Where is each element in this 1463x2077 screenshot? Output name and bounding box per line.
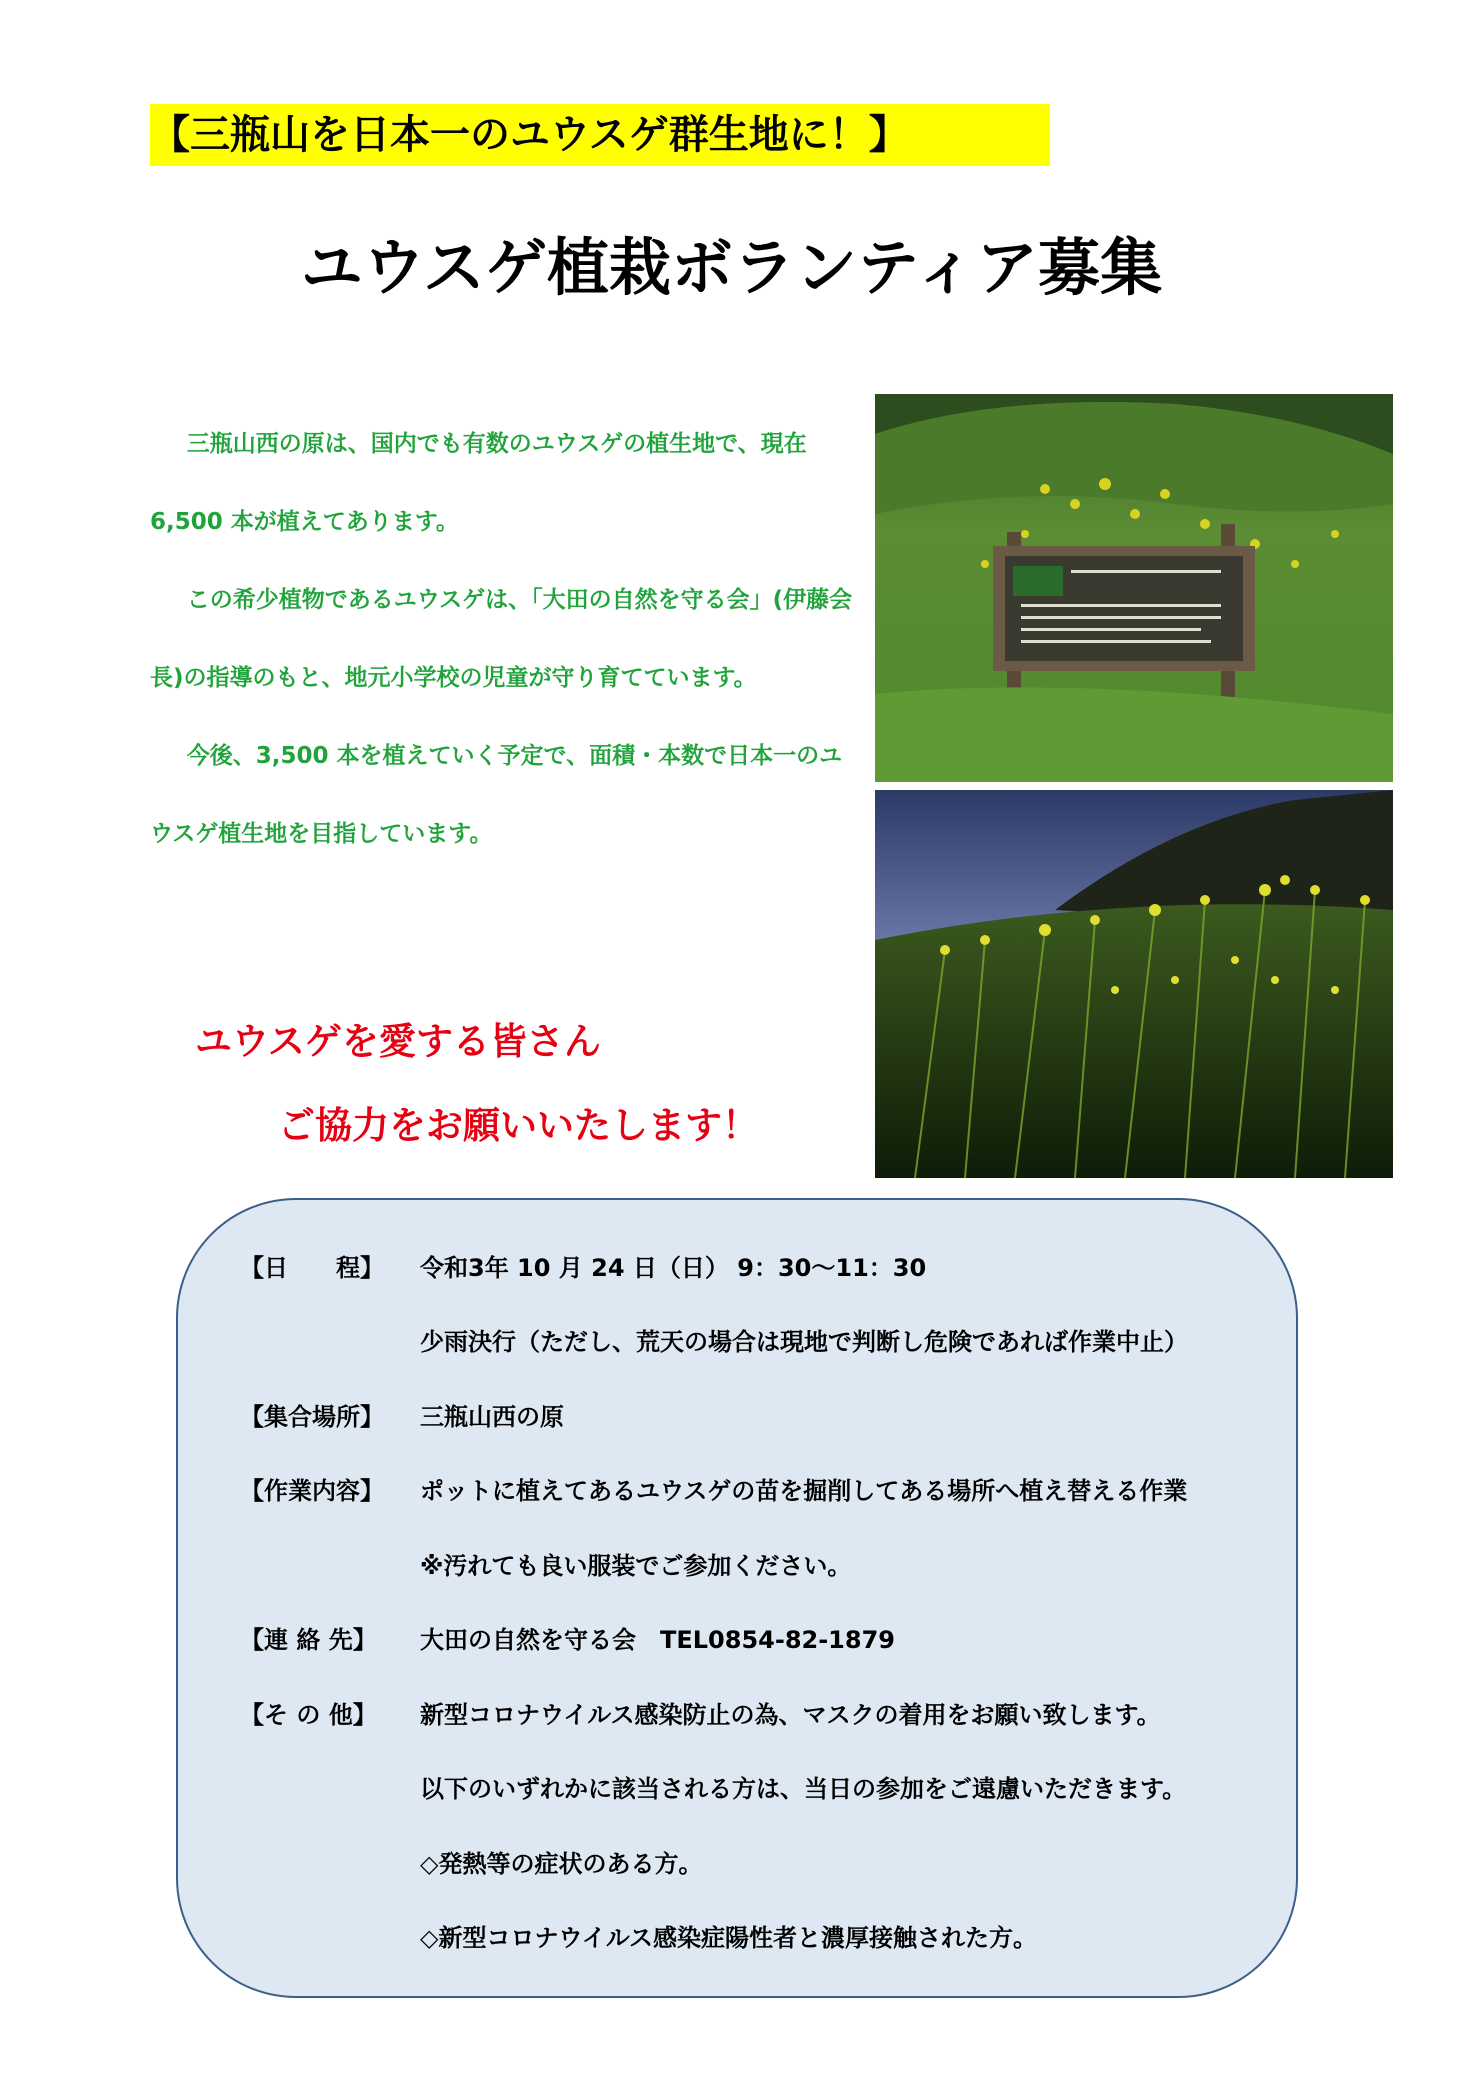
photo-lilies-dusk [875,790,1393,1178]
page-title: ユウスゲ植栽ボランティア募集 [300,231,1163,304]
intro-text [150,405,865,873]
other-row-4 [240,1899,1188,1974]
place-value: 三瓶山西の原 [420,1402,564,1431]
other-row-2 [240,1750,1188,1825]
contact-value: 大田の自然を守る会 TEL0854-82-1879 [420,1626,895,1655]
contact-label: 【連 絡 先】 [240,1626,377,1655]
work-note-row [240,1526,1188,1601]
header-banner: 【三瓶山を日本一のユウスゲ群生地に！】 [150,104,1050,166]
appeal-message [195,1000,759,1168]
other-line-4: ◇新型コロナウイルス感染症陽性者と濃厚接触された方。 [420,1924,1038,1953]
place-row [240,1377,1188,1452]
appeal-line-1: ユウスゲを愛する皆さん [195,1020,601,1063]
other-line-2: 以下のいずれかに該当される方は、当日の参加をご遠慮いただきます。 [420,1775,1187,1804]
contact-row [240,1601,1188,1676]
other-label: 【そ の 他】 [240,1700,377,1729]
intro-paragraph-1: 三瓶山西の原は、国内でも有数のユウスゲの植生地で、現在 6,500 本が植えてあります。 [150,431,807,535]
work-label: 【作業内容】 [240,1477,384,1506]
other-row-3 [240,1824,1188,1899]
work-note: ※汚れても良い服装でご参加ください。 [420,1551,852,1580]
work-value: ポットに植えてあるユウスゲの苗を掘削してある場所へ植え替える作業 [420,1477,1188,1506]
schedule-row [240,1228,1188,1303]
other-line-3: ◇発熱等の症状のある方。 [420,1849,703,1878]
appeal-line-2: ご協力をお願いいたします！ [278,1104,759,1147]
schedule-value: 令和3年 10 月 24 日（日） 9：30～11：30 [420,1253,927,1282]
intro-paragraph-2: この希少植物であるユウスゲは、「大田の自然を守る会」(伊藤会長)の指導のもと、地元小学校の児童が守り育てています。 [150,587,853,691]
place-label: 【集合場所】 [240,1402,384,1431]
work-row [240,1452,1188,1527]
details-list [240,1228,1188,1973]
photo-meadow-sign [875,394,1393,782]
other-line-1: 新型コロナウイルス感染防止の為、マスクの着用をお願い致します。 [420,1700,1161,1729]
other-row [240,1675,1188,1750]
schedule-label: 【日 程】 [240,1253,384,1282]
schedule-note-row [240,1303,1188,1378]
schedule-note: 少雨決行（ただし、荒天の場合は現地で判断し危険であれば作業中止） [420,1328,1188,1357]
intro-paragraph-3: 今後、3,500 本を植えていく予定で、面積・本数で日本一のユウスゲ植生地を目指しています。 [150,743,843,847]
